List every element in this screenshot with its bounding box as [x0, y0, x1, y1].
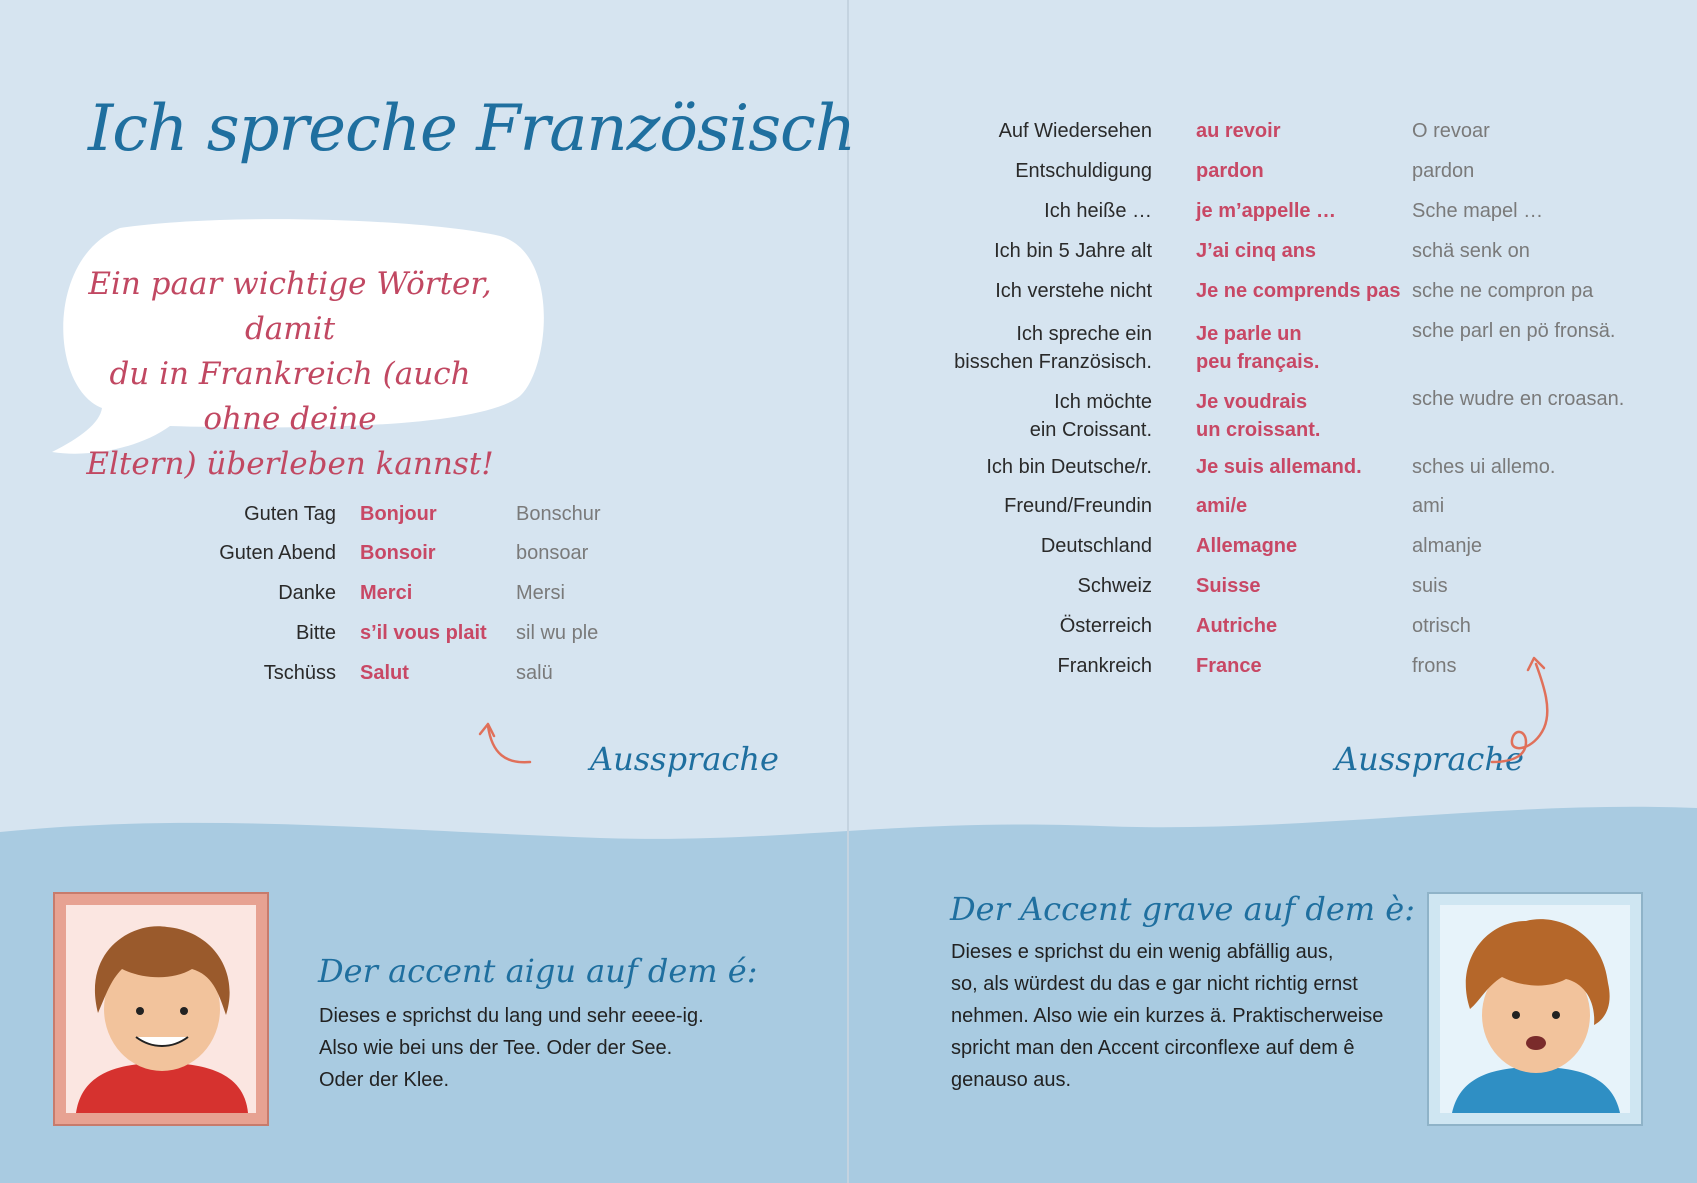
french-word: au revoir: [1196, 120, 1281, 142]
german-line: ein Croissant.: [1029, 419, 1152, 441]
accent-grave-text: [951, 936, 1411, 1096]
french-word: pardon: [1196, 160, 1264, 182]
bubble-text: [75, 262, 505, 487]
german-word: Ich heiße …: [1044, 200, 1152, 222]
accent-aigu-text: [319, 1000, 739, 1096]
aussprache-label-left: Aussprache: [590, 740, 779, 778]
pronunciation: sil wu ple: [516, 622, 599, 644]
vocab-row: [900, 615, 1660, 655]
text-line: Oder der Klee.: [319, 1069, 450, 1091]
bubble-line: Eltern) überleben kannst!: [86, 446, 494, 482]
french-word: Merci: [360, 582, 413, 604]
text-line: Dieses e sprichst du lang und sehr eeee-ig.: [319, 1005, 704, 1027]
french-line: peu français.: [1196, 351, 1320, 373]
german-word: Entschuldigung: [1015, 160, 1152, 182]
arrow-left-icon: [476, 718, 534, 768]
german-word: Ich bin 5 Jahre alt: [994, 240, 1152, 262]
french-word: je m’appelle …: [1196, 200, 1337, 222]
page-title: Ich spreche Französisch: [88, 92, 856, 166]
vocab-row: [900, 535, 1660, 575]
bubble-line: Ein paar wichtige Wörter, damit: [88, 266, 492, 347]
pronunciation: frons: [1412, 655, 1457, 677]
book-spine: [847, 0, 849, 1183]
bubble-line: du in Frankreich (auch ohne deine: [109, 356, 471, 437]
german-line: bisschen Französisch.: [954, 351, 1152, 373]
french-line: Je parle un: [1196, 323, 1302, 345]
aussprache-label-right: Aussprache: [1335, 740, 1524, 778]
german-word: Ich bin Deutsche/r.: [986, 456, 1152, 478]
german-word: Ich verstehe nicht: [995, 280, 1152, 302]
boy-portrait-curly-hair: [1426, 891, 1646, 1129]
french-word: Salut: [360, 662, 409, 684]
french-word: Allemagne: [1196, 535, 1298, 557]
german-word: Freund/Freundin: [1004, 495, 1152, 517]
french-word: [1196, 388, 1320, 444]
german-word: Deutschland: [1040, 535, 1152, 557]
french-word: Suisse: [1196, 575, 1261, 597]
vocab-row: [900, 388, 1660, 448]
french-word: J’ai cinq ans: [1196, 240, 1317, 262]
pronunciation: almanje: [1412, 535, 1483, 557]
pronunciation: sche parl en pö fronsä.: [1412, 320, 1616, 342]
accent-aigu-title: Der accent aigu auf dem é:: [318, 952, 758, 990]
arrow-right-icon: [1486, 650, 1566, 768]
french-line: un croissant.: [1196, 419, 1321, 441]
french-word: Bonsoir: [360, 542, 436, 564]
vocab-row: [900, 495, 1660, 535]
vocab-row: [900, 160, 1660, 200]
pronunciation: O revoar: [1412, 120, 1490, 142]
vocab-row: [900, 456, 1660, 496]
pronunciation: pardon: [1412, 160, 1475, 182]
german-word: Tschüss: [263, 662, 336, 684]
german-word: Bitte: [295, 622, 336, 644]
french-word: [1196, 320, 1319, 376]
french-word: ami/e: [1196, 495, 1248, 517]
french-word: Je ne comprends pas: [1196, 280, 1401, 302]
boy-portrait-brown-hair: [52, 891, 272, 1129]
german-line: Ich spreche ein: [1016, 323, 1152, 345]
french-word: Bonjour: [360, 503, 437, 525]
german-line: Ich möchte: [1054, 391, 1152, 413]
pronunciation: Mersi: [516, 582, 565, 604]
pronunciation: otrisch: [1412, 615, 1471, 637]
german-word: [900, 320, 1152, 376]
pronunciation: schä senk on: [1412, 240, 1530, 262]
vocab-row: [900, 200, 1660, 240]
pronunciation: sche ne compron pa: [1412, 280, 1594, 302]
pronunciation: Sche mapel …: [1412, 200, 1544, 222]
pronunciation: sches ui allemo.: [1412, 456, 1556, 478]
vocab-row: [900, 280, 1660, 320]
french-line: Je voudrais: [1196, 391, 1308, 413]
text-line: genauso aus.: [951, 1069, 1072, 1091]
vocab-row: [900, 320, 1660, 380]
pronunciation: bonsoar: [516, 542, 589, 564]
french-word: France: [1196, 655, 1262, 677]
text-line: nehmen. Also wie ein kurzes ä. Praktischerweise: [951, 1005, 1384, 1027]
text-line: Dieses e sprichst du ein wenig abfällig aus,: [951, 941, 1334, 963]
german-word: Guten Abend: [219, 542, 336, 564]
vocab-row: [900, 120, 1660, 160]
german-word: Frankreich: [1057, 655, 1152, 677]
pronunciation: suis: [1412, 575, 1448, 597]
german-word: Guten Tag: [244, 503, 336, 525]
french-word: Autriche: [1196, 615, 1278, 637]
text-line: spricht man den Accent circonflexe auf dem ê: [951, 1037, 1355, 1059]
german-word: [900, 388, 1152, 444]
vocab-row: [900, 575, 1660, 615]
pronunciation: ami: [1412, 495, 1445, 517]
vocab-row: [900, 240, 1660, 280]
pronunciation: salü: [516, 662, 553, 684]
pronunciation: sche wudre en croasan.: [1412, 388, 1625, 410]
text-line: Also wie bei uns der Tee. Oder der See.: [319, 1037, 673, 1059]
pronunciation: Bonschur: [516, 503, 601, 525]
german-word: Schweiz: [1077, 575, 1152, 597]
french-word: s’il vous plait: [360, 622, 487, 644]
french-word: Je suis allemand.: [1196, 456, 1362, 478]
german-word: Auf Wiedersehen: [998, 120, 1152, 142]
german-word: Österreich: [1059, 615, 1152, 637]
german-word: Danke: [278, 582, 336, 604]
accent-grave-title: Der Accent grave auf dem è:: [950, 890, 1415, 928]
text-line: so, als würdest du das e gar nicht richtig ernst: [951, 973, 1358, 995]
